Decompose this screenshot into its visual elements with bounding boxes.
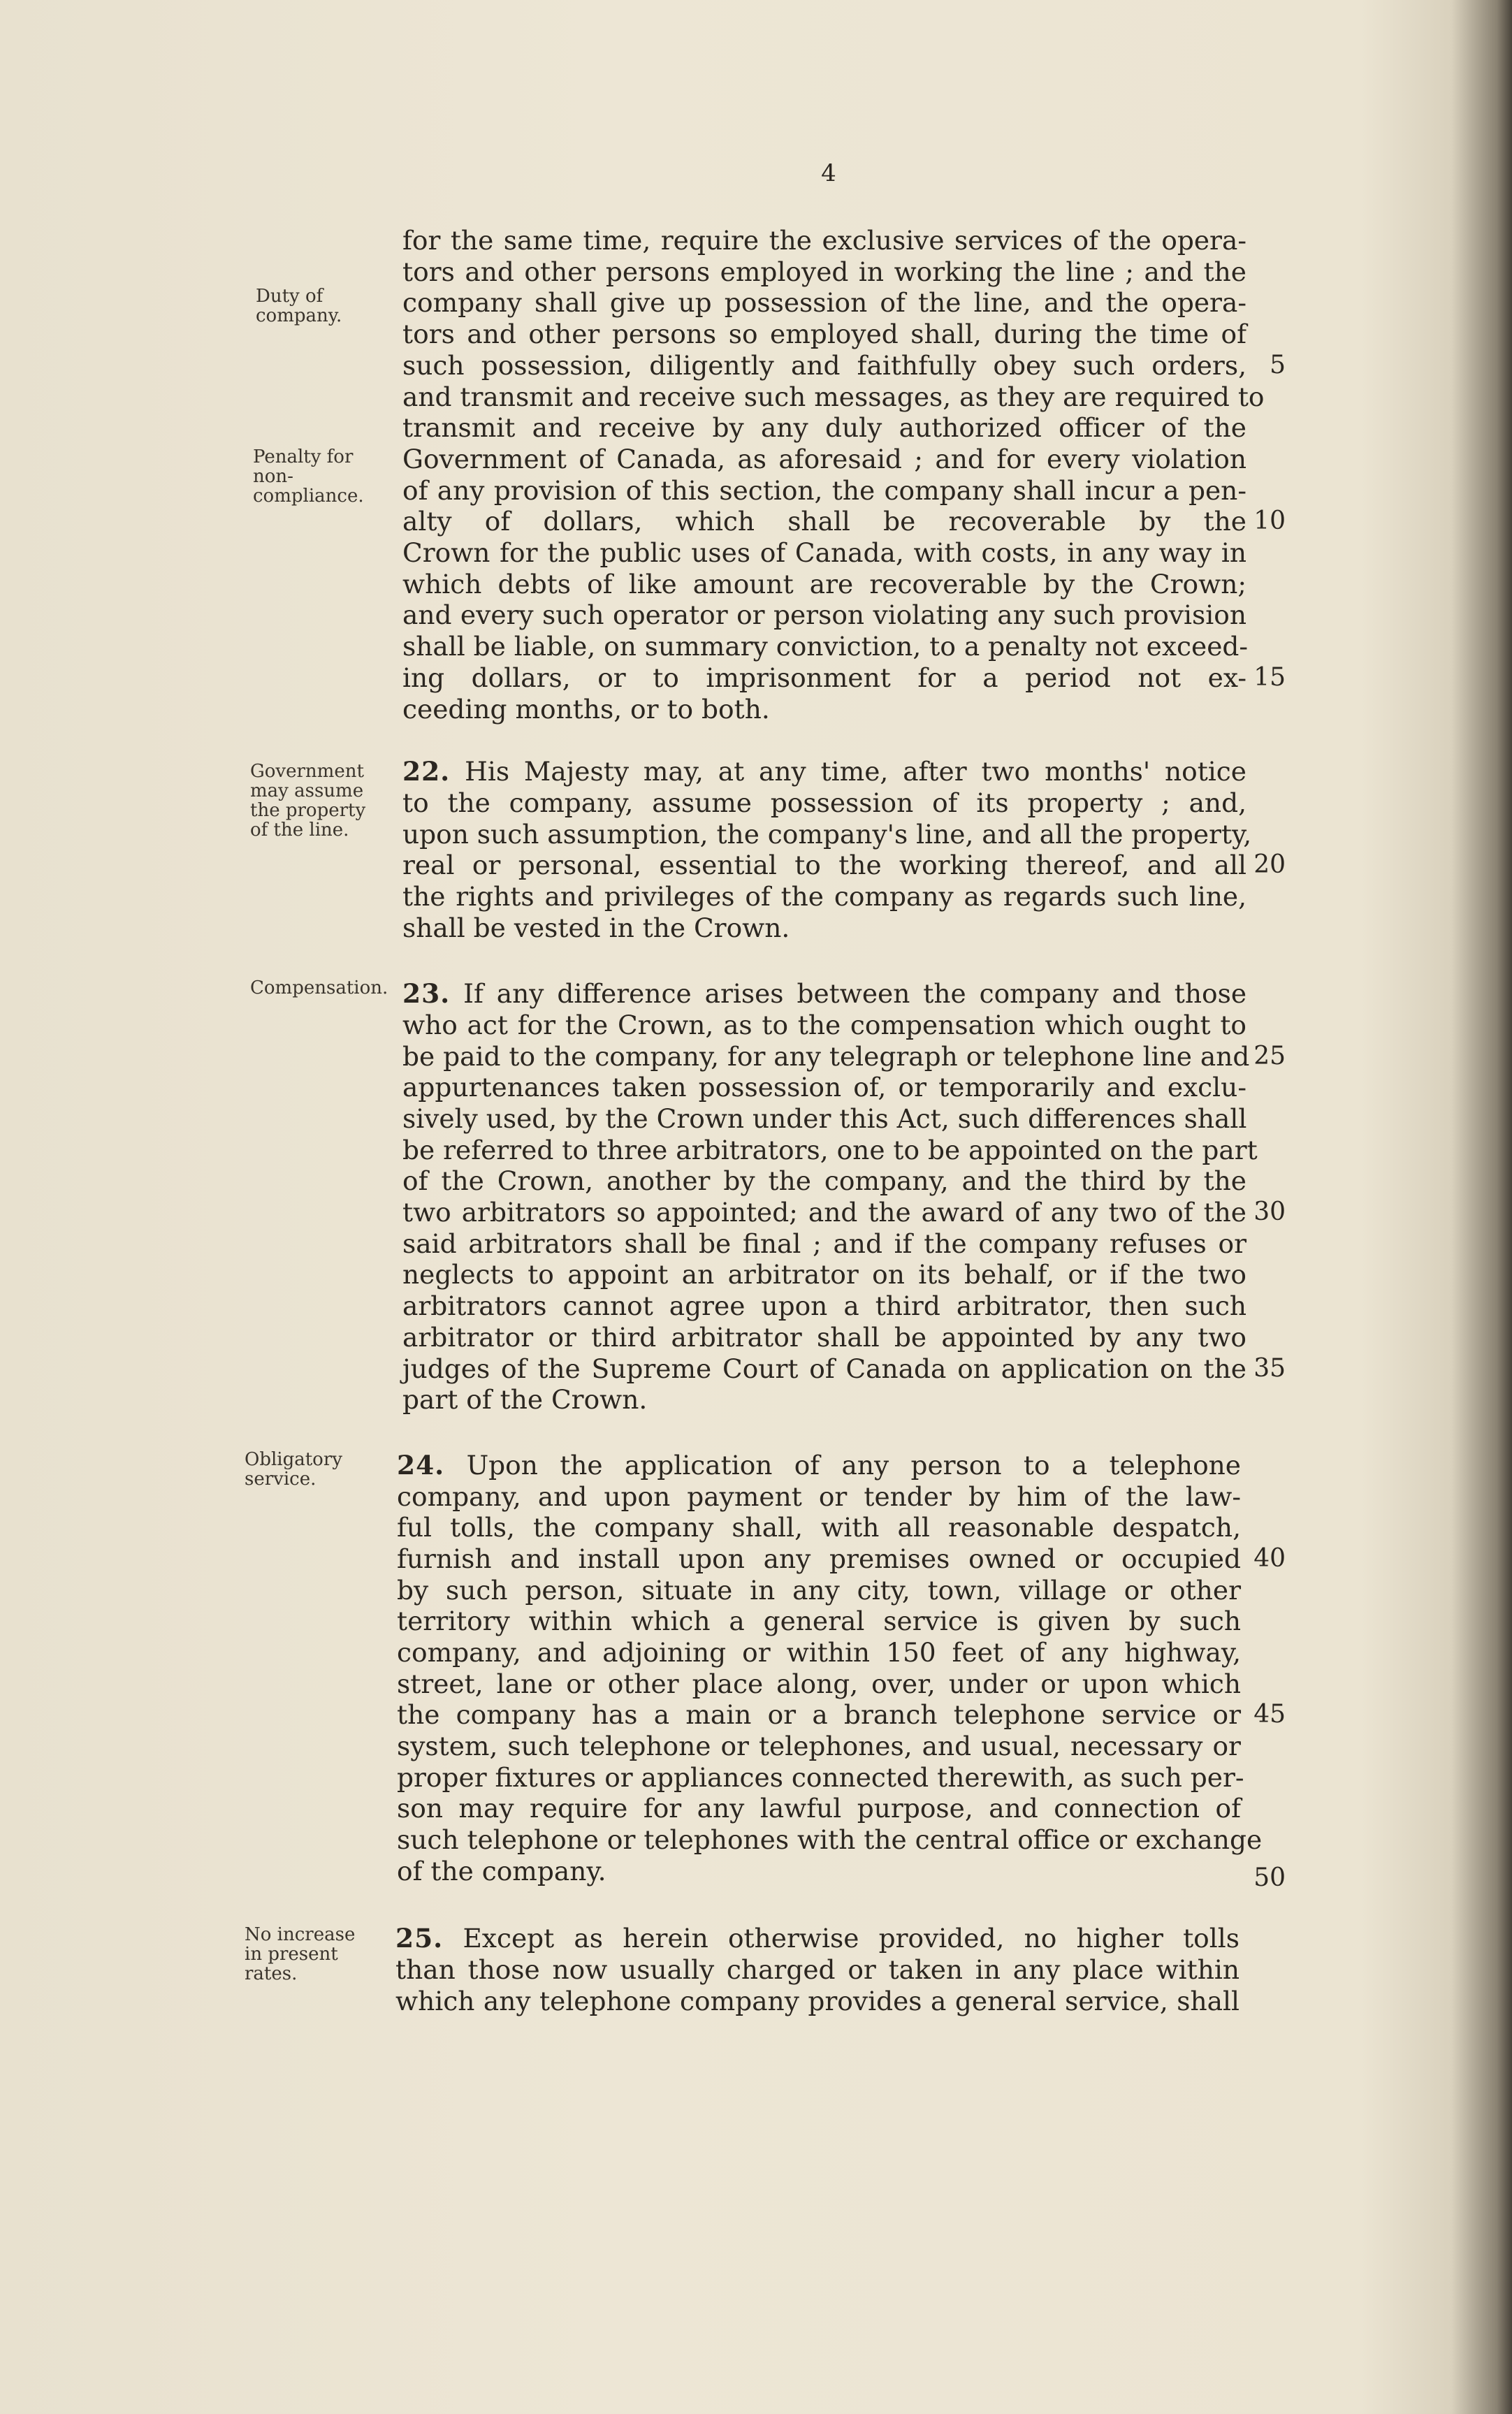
section-number: 25. bbox=[395, 1923, 444, 1954]
text-line: of any provision of this section, the company shall incur a pen- bbox=[402, 475, 1246, 506]
text-line: which any telephone company provides a general service, shall bbox=[395, 1986, 1240, 2016]
text-line: ceeding months, or to both. bbox=[402, 694, 770, 725]
section-number: 24. bbox=[397, 1450, 445, 1481]
text-line: company, and adjoining or within 150 feet of any highway, bbox=[397, 1637, 1241, 1668]
line-number: 30 bbox=[1253, 1198, 1286, 1226]
section-number: 23. bbox=[402, 978, 451, 1009]
text-line: Upon the application of any person to a telephone bbox=[466, 1450, 1241, 1481]
text-line: and every such operator or person violating any such provision bbox=[402, 599, 1246, 630]
line-number: 25 bbox=[1253, 1042, 1286, 1070]
line-number: 50 bbox=[1253, 1863, 1286, 1892]
text-line: judges of the Supreme Court of Canada on application on the bbox=[402, 1353, 1246, 1384]
margin-note-penalty: Penalty for non-compliance. bbox=[253, 446, 364, 507]
text-line: such telephone or telephones with the central office or exchange bbox=[397, 1824, 1263, 1855]
text-line: upon such assumption, the company's line, and all the property, bbox=[402, 819, 1252, 850]
section-23-first-line bbox=[402, 978, 1246, 1009]
text-line: neglects to appoint an arbitrator on its behalf, or if the two bbox=[402, 1259, 1246, 1290]
line-number: 5 bbox=[1270, 351, 1286, 379]
line-number: 40 bbox=[1253, 1544, 1286, 1573]
line-number: 45 bbox=[1253, 1700, 1286, 1729]
margin-note-compensation: Compensation. bbox=[250, 977, 388, 998]
text-line: system, such telephone or telephones, and usual, necessary or bbox=[397, 1731, 1241, 1761]
text-line: and transmit and receive such messages, as they are required to bbox=[402, 381, 1265, 412]
text-line: two arbitrators so appointed; and the award of any two of the bbox=[402, 1197, 1246, 1228]
text-line: shall be vested in the Crown. bbox=[402, 912, 790, 943]
text-line: be referred to three arbitrators, one to be appointed on the part bbox=[402, 1135, 1258, 1165]
section-24-first-line bbox=[397, 1450, 1241, 1481]
line-number: 20 bbox=[1253, 850, 1286, 879]
text-line: tors and other persons employed in working the line ; and the bbox=[402, 256, 1246, 287]
text-line: by such person, situate in any city, town, village or other bbox=[397, 1575, 1241, 1606]
margin-note-government: Government may assume the property of the line. bbox=[250, 761, 366, 841]
text-line: real or personal, essential to the working thereof, and all bbox=[402, 850, 1246, 880]
text-line: son may require for any lawful purpose, and connection of bbox=[397, 1793, 1241, 1824]
text-line: If any difference arises between the company and those bbox=[463, 978, 1247, 1009]
text-line: street, lane or other place along, over, under or upon which bbox=[397, 1668, 1241, 1699]
text-line: ful tolls, the company shall, with all reasonable despatch, bbox=[397, 1512, 1241, 1543]
text-line: territory within which a general service is given by such bbox=[397, 1606, 1241, 1636]
text-line: shall be liable, on summary conviction, to a penalty not exceed- bbox=[402, 631, 1249, 662]
text-line: alty of dollars, which shall be recoverable by the bbox=[402, 506, 1246, 537]
line-number: 15 bbox=[1253, 663, 1286, 692]
text-line: Crown for the public uses of Canada, with costs, in any way in bbox=[402, 537, 1246, 568]
text-line: the company has a main or a branch telephone service or bbox=[397, 1699, 1241, 1730]
text-line: Government of Canada, as aforesaid ; and for every violation bbox=[402, 444, 1246, 474]
margin-note-duty: Duty of company. bbox=[256, 286, 342, 326]
text-line: of the company. bbox=[397, 1856, 606, 1886]
text-line: than those now usually charged or taken in any place within bbox=[395, 1954, 1240, 1985]
text-line: arbitrators cannot agree upon a third arbitrator, then such bbox=[402, 1290, 1246, 1321]
section-25-first-line bbox=[395, 1923, 1240, 1954]
text-line: furnish and install upon any premises owned or occupied bbox=[397, 1543, 1241, 1574]
text-line: appurtenances taken possession of, or temporarily and exclu- bbox=[402, 1072, 1246, 1103]
text-line: to the company, assume possession of its property ; and, bbox=[402, 787, 1246, 818]
margin-note-no-increase: No increase in present rates. bbox=[245, 1924, 356, 1984]
text-line: part of the Crown. bbox=[402, 1384, 648, 1415]
text-line: of the Crown, another by the company, and the third by the bbox=[402, 1165, 1246, 1196]
text-line: said arbitrators shall be final ; and if the company refuses or bbox=[402, 1228, 1246, 1259]
section-22-first-line bbox=[402, 756, 1246, 787]
page-number: 4 bbox=[821, 159, 836, 187]
text-line: proper fixtures or appliances connected therewith, as such per- bbox=[397, 1762, 1244, 1793]
text-line: arbitrator or third arbitrator shall be appointed by any two bbox=[402, 1322, 1246, 1353]
text-line: transmit and receive by any duly authorized officer of the bbox=[402, 412, 1246, 443]
text-line: sively used, by the Crown under this Act, such differences shall bbox=[402, 1103, 1247, 1134]
text-line: which debts of like amount are recoverable by the Crown; bbox=[402, 569, 1246, 599]
line-number: 35 bbox=[1253, 1354, 1286, 1383]
text-line: for the same time, require the exclusive services of the opera- bbox=[402, 225, 1246, 256]
text-line: company shall give up possession of the line, and the opera- bbox=[402, 287, 1246, 318]
text-line: company, and upon payment or tender by him of the law- bbox=[397, 1481, 1241, 1512]
text-line: such possession, diligently and faithfully obey such orders, bbox=[402, 350, 1246, 381]
text-line: Except as herein otherwise provided, no higher tolls bbox=[463, 1923, 1240, 1954]
section-number: 22. bbox=[402, 756, 451, 787]
line-number: 10 bbox=[1253, 507, 1286, 535]
text-line: ing dollars, or to imprisonment for a period not ex- bbox=[402, 662, 1246, 693]
text-line: tors and other persons so employed shall, during the time of bbox=[402, 319, 1246, 349]
margin-note-obligatory: Obligatory service. bbox=[245, 1449, 342, 1490]
text-line: the rights and privileges of the company as regards such line, bbox=[402, 881, 1246, 912]
text-line: who act for the Crown, as to the compensation which ought to bbox=[402, 1010, 1246, 1040]
text-line: be paid to the company, for any telegraph or telephone line and bbox=[402, 1041, 1250, 1072]
text-line: His Majesty may, at any time, after two months' notice bbox=[465, 756, 1246, 787]
